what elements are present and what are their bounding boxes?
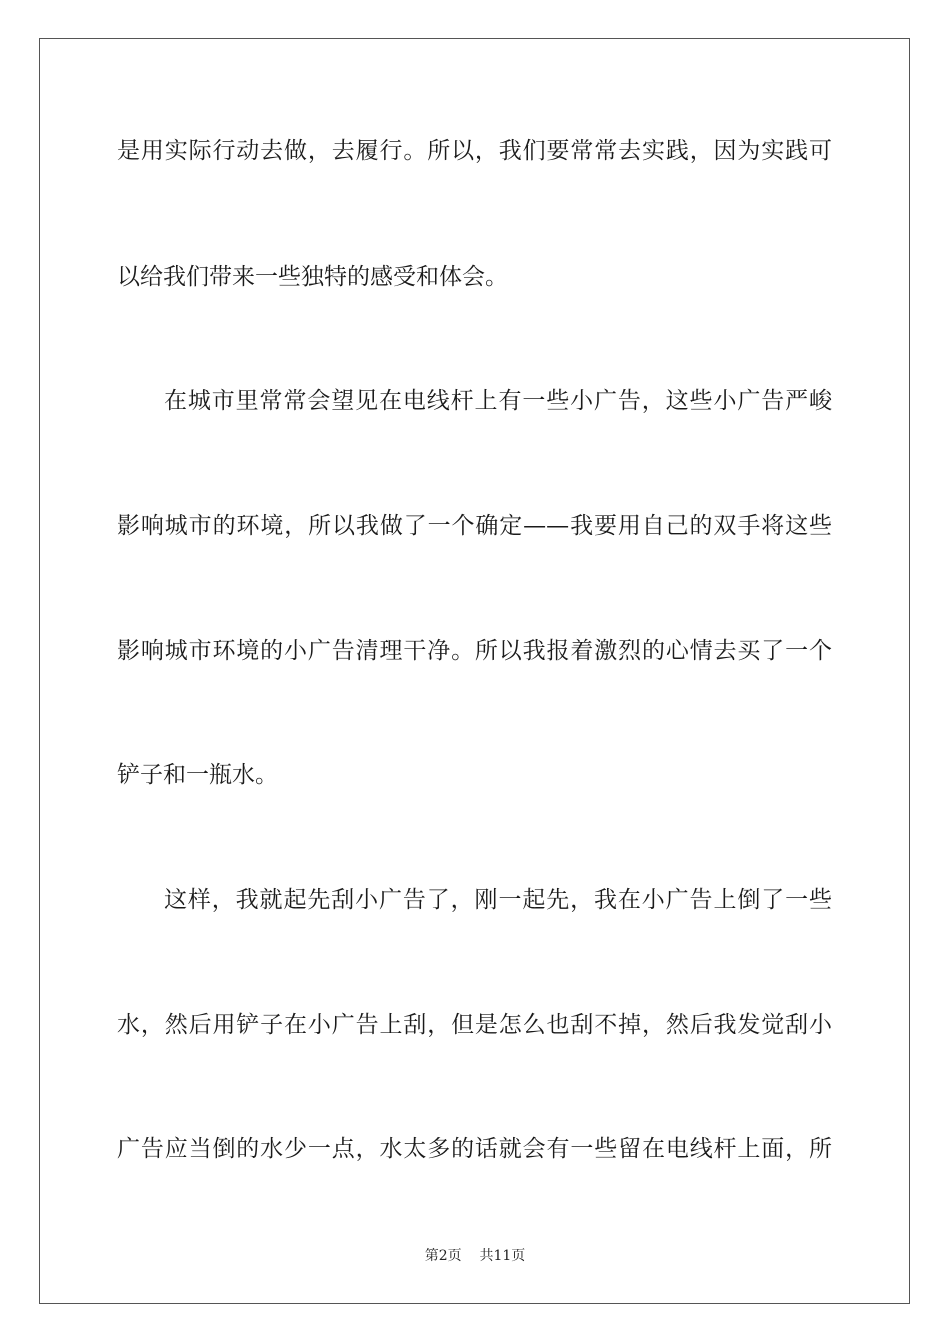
paragraph-line: 铲子和一瓶水。 (117, 762, 278, 788)
paragraph-line: 以给我们带来一些独特的感受和体会。 (117, 264, 508, 290)
paragraph-line: 影响城市环境的小广告清理干净。所以我报着激烈的心情去买了一个 (117, 638, 832, 664)
paragraph-line: 影响城市的环境，所以我做了一个确定——我要用自己的双手将这些 (117, 513, 832, 539)
paragraph-line: 水，然后用铲子在小广告上刮，但是怎么也刮不掉，然后我发觉刮小 (117, 1012, 832, 1038)
page-footer (0, 1247, 950, 1265)
paragraph-line: 这样，我就起先刮小广告了，刚一起先，我在小广告上倒了一些 (164, 887, 832, 913)
paragraph-line: 在城市里常常会望见在电线杆上有一些小广告，这些小广告严峻 (164, 388, 832, 414)
page-frame (39, 38, 910, 1304)
paragraph-line: 是用实际行动去做，去履行。所以，我们要常常去实践，因为实践可 (117, 138, 832, 164)
page-number: 第2页 (424, 1248, 462, 1264)
total-pages: 共11页 (479, 1248, 526, 1264)
paragraph-line: 广告应当倒的水少一点，水太多的话就会有一些留在电线杆上面，所 (117, 1136, 832, 1162)
